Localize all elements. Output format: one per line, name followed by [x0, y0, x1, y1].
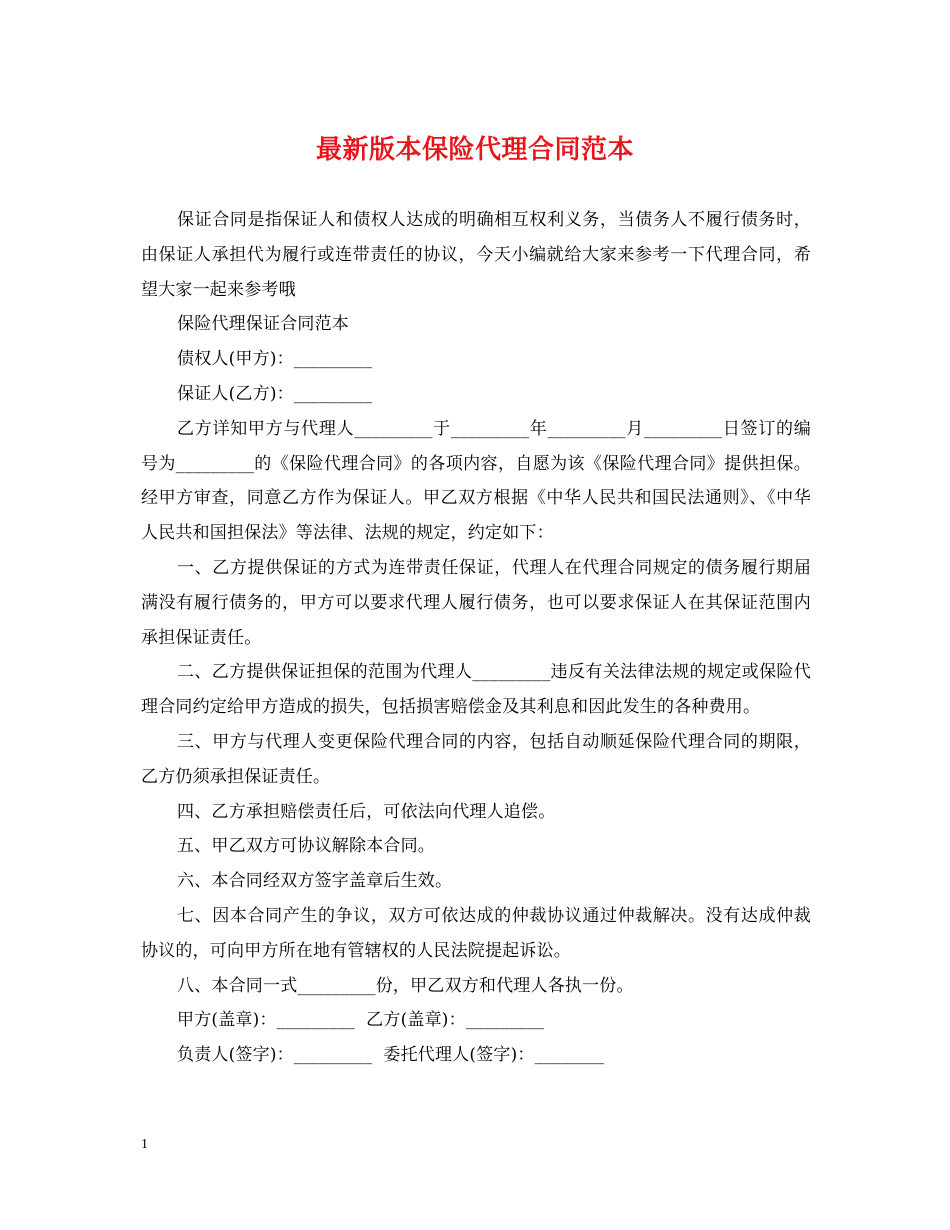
creditor-line: 债权人(甲方)：_________ [177, 349, 373, 370]
seal-line: 甲方(盖章)：_________ 乙方(盖章)：_________ [177, 1010, 545, 1031]
signature-line: 负责人(签字)：_________ 委托代理人(签字)：________ [177, 1045, 605, 1066]
preamble-paragraph: 乙方详知甲方与代理人_________于_________年_________月_________日签订的编号为_________的《保险代理合同》的各项内容，自愿为该《保险代理合同》提供担保。经甲方审查，同意乙方作为保证人。甲乙双方根据《中华人民共和国民法通则》、《中华人民共和国担保法》等法律、法规的规定，约定如下： [141, 418, 811, 544]
clause-2: 二、乙方提供保证担保的范围为代理人_________违反有关法律法规的规定或保险代理合同约定给甲方造成的损失，包括损害赔偿金及其利息和因此发生的各种费用。 [141, 662, 811, 718]
clause-8: 八、本合同一式_________份，甲乙双方和代理人各执一份。 [177, 975, 634, 996]
clause-4: 四、乙方承担赔偿责任后，可依法向代理人追偿。 [177, 801, 556, 822]
page-number: 1 [141, 1137, 148, 1152]
clause-6: 六、本合同经双方签字盖章后生效。 [177, 871, 453, 892]
clause-3: 三、甲方与代理人变更保险代理合同的内容，包括自动顺延保险代理合同的期限，乙方仍须承担保证责任。 [141, 731, 811, 787]
clause-5: 五、甲乙双方可协议解除本合同。 [177, 836, 435, 857]
clause-7: 七、因本合同产生的争议，双方可依达成的仲裁协议通过仲裁解决。没有达成仲裁协议的，可向甲方所在地有管辖权的人民法院提起诉讼。 [141, 905, 811, 961]
document-title: 最新版本保险代理合同范本 [315, 135, 634, 165]
document-body [141, 203, 811, 1073]
intro-paragraph: 保证合同是指保证人和债权人达成的明确相互权利义务，当债务人不履行债务时，由保证人承担代为履行或连带责任的协议，今天小编就给大家来参考一下代理合同，希望大家一起来参考哦 [141, 210, 811, 300]
guarantor-line: 保证人(乙方)：_________ [177, 383, 373, 404]
clause-1: 一、乙方提供保证的方式为连带责任保证，代理人在代理合同规定的债务履行期届满没有履行债务的，甲方可以要求代理人履行债务，也可以要求保证人在其保证范围内承担保证责任。 [141, 557, 811, 648]
contract-heading: 保险代理保证合同范本 [177, 314, 349, 335]
